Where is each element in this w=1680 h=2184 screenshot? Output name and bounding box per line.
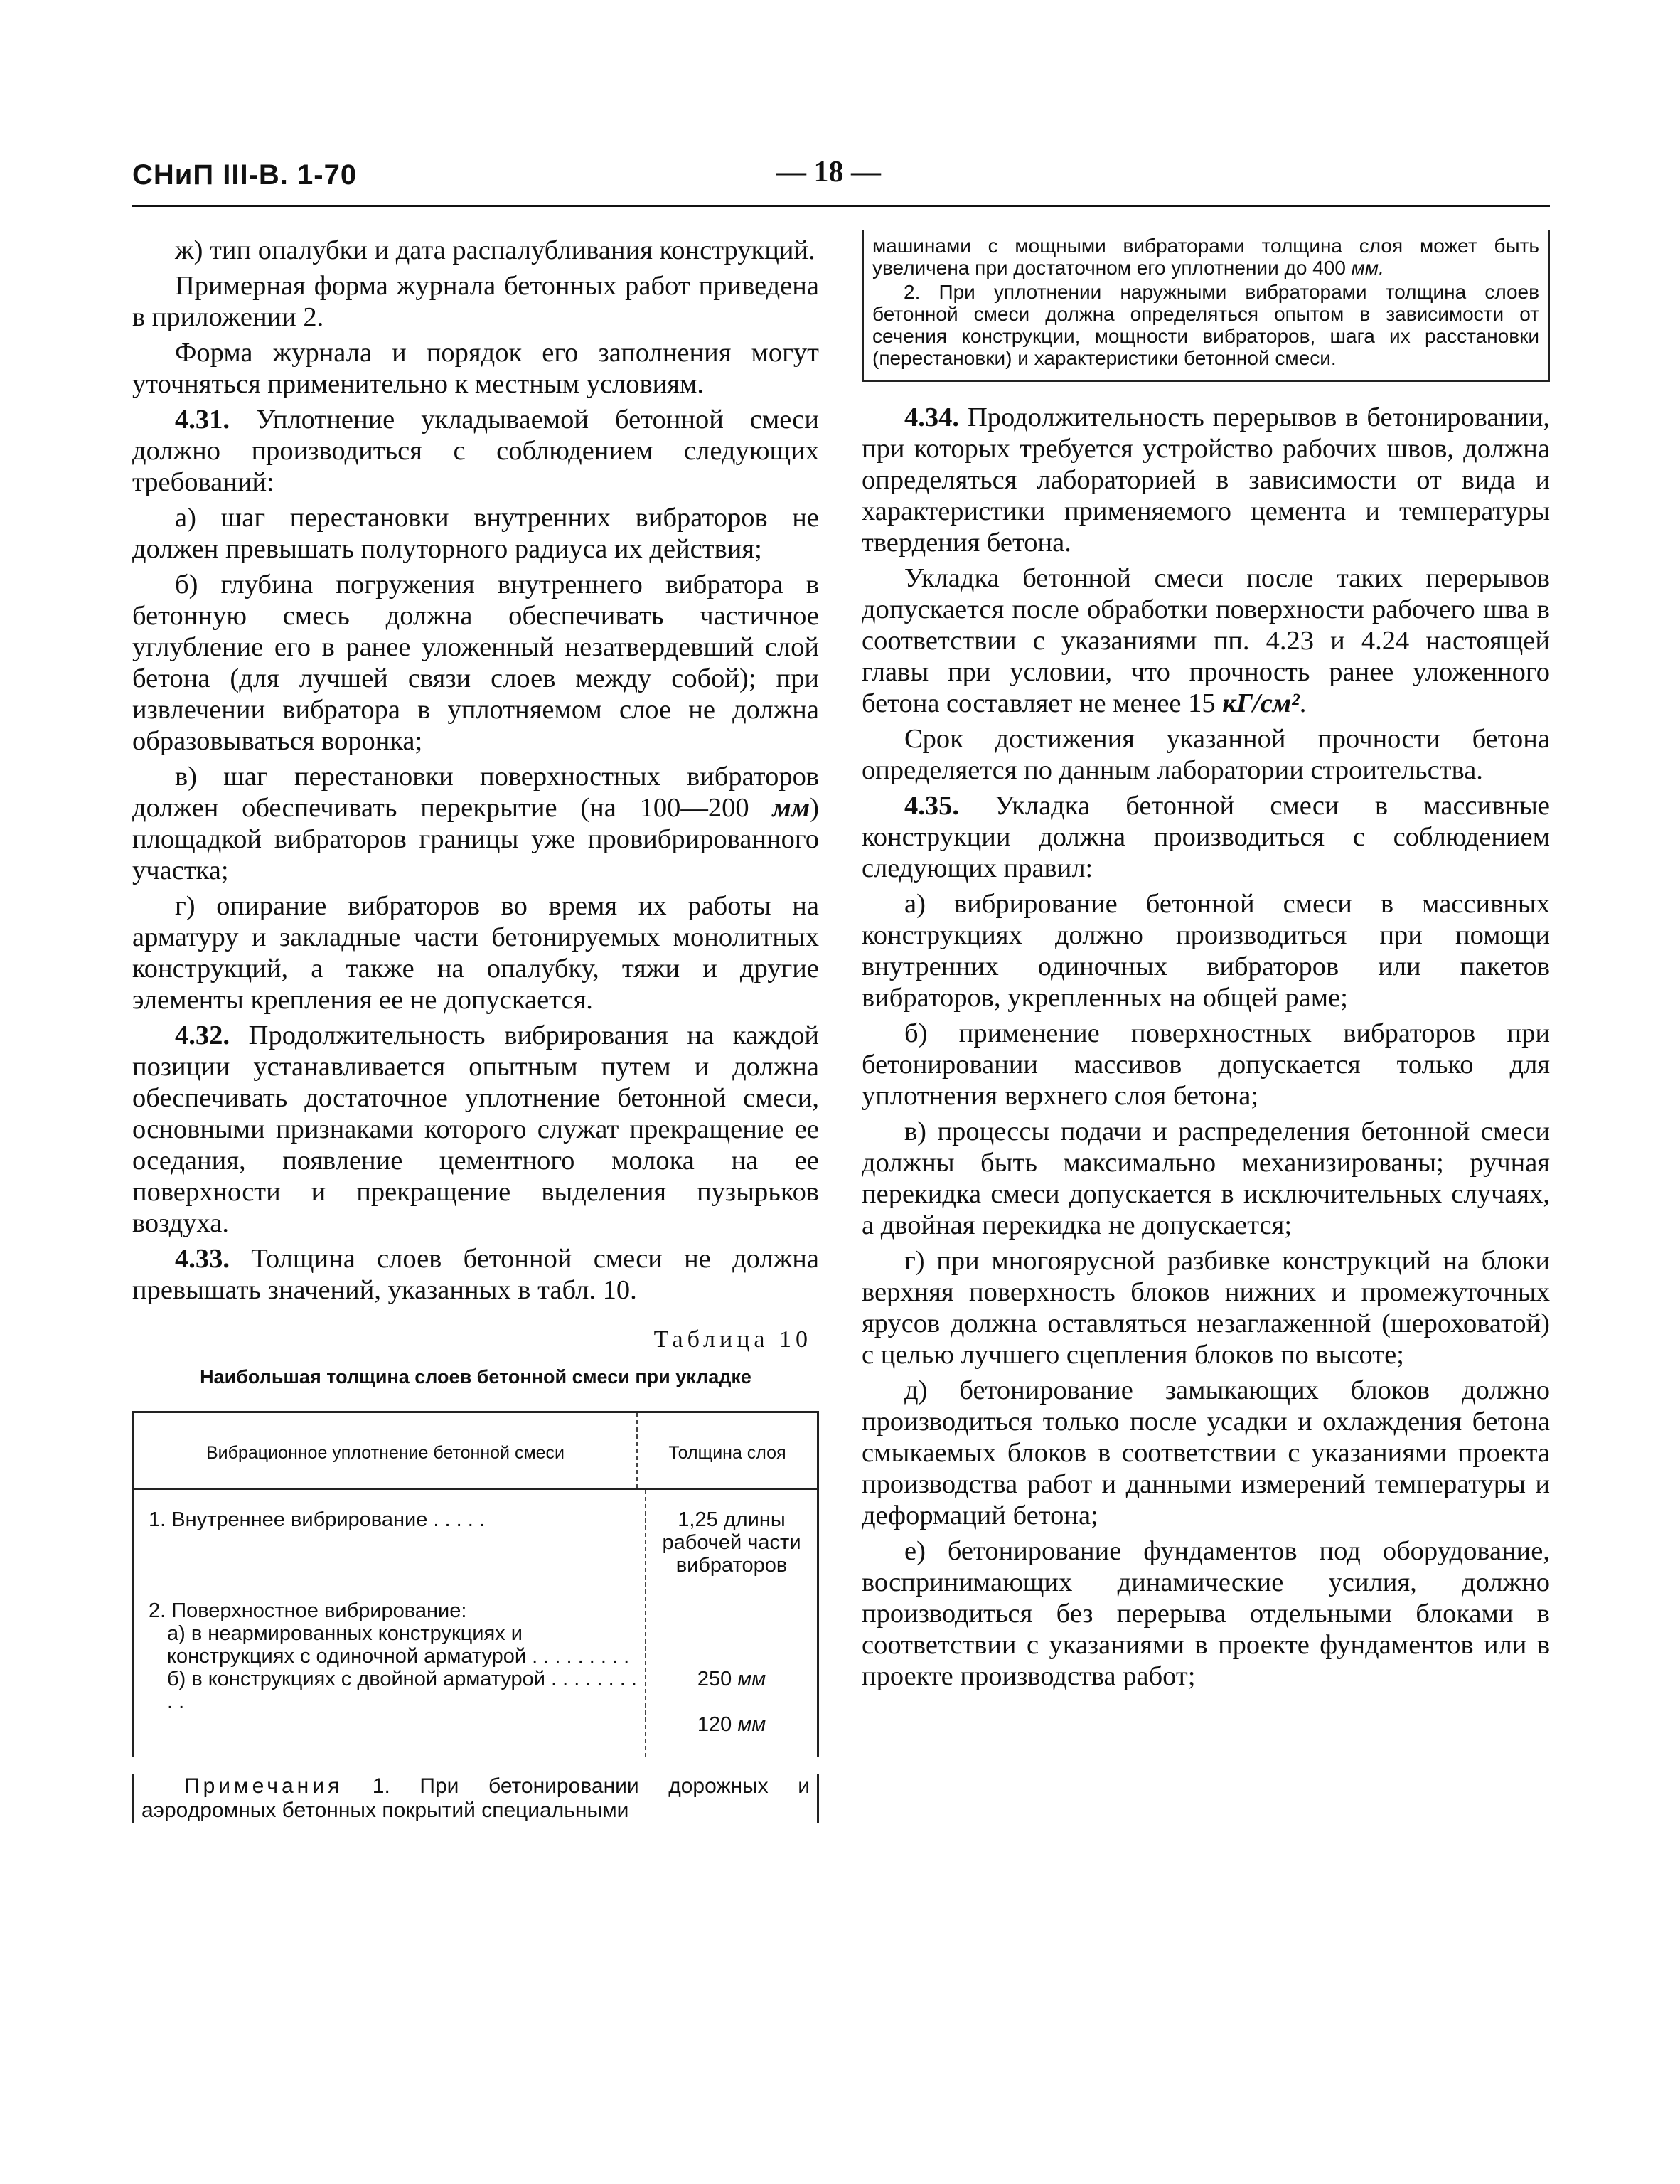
table-body [134, 1490, 817, 1757]
paragraph-end: . [1299, 688, 1307, 718]
table-cell-unreinforced: а) в неармированных конструкциях и конструкциях с одиночной арматурой . . . . . . . . . [167, 1622, 630, 1668]
table-col-thickness [646, 1490, 817, 1757]
unit-pressure: кГ/см² [1222, 688, 1300, 718]
paragraph-journal-order: Форма журнала и порядок его заполнения могут уточняться применительно к местным условиям. [132, 338, 819, 399]
table-cell-double: б) в конструкциях с двойной арматурой . . . . . . . . . . [167, 1668, 637, 1713]
paragraph-journal-form: Примерная форма журнала бетонных работ приведена в приложении 2. [132, 271, 819, 332]
paragraph-placement-after-breaks [862, 563, 1550, 719]
page-number: — 18 — [776, 156, 881, 188]
note-continuation-1 [872, 235, 1539, 279]
item-e: е) бетонирование фундаментов под оборудование, воспринимающих динамические усилия, должно производиться без перерыва отдельными блоками в соответствии с указаниями в проекте фундаментов или в проекте производства работ; [862, 1536, 1550, 1691]
table-10 [132, 1411, 819, 1757]
note-2: 2. При уплотнении наружными вибраторами толщина слоев бетонной смеси должна определяться опытом в зависимости от сечения конструкции, мощности вибраторов, шага их расстановки (перестановки) и характеристики бетонной смеси. [872, 281, 1539, 369]
table-title: Наибольшая толщина слоев бетонной смеси при укладке [200, 1366, 751, 1387]
section-number: 4.34. [904, 403, 959, 432]
item-a: а) вибрирование бетонной смеси в массивных конструкциях должно производиться при помощи внутренних одиночных вибраторов или пакетов вибраторов, укрепленных на общей раме; [862, 889, 1550, 1013]
item-v [132, 761, 819, 886]
item-a: а) шаг перестановки внутренних вибраторов не должен превышать полуторного радиуса их действия; [132, 503, 819, 564]
item-v-text-start: в) шаг перестановки поверхностных вибраторов должен обеспечивать перекрытие (на 100—200 [132, 762, 819, 823]
section-number: 4.35. [904, 791, 959, 821]
table-note-continuation [862, 230, 1550, 382]
section-text: Продолжительность перерывов в бетонировании, при которых требуется устройство рабочих швов, должна определяться лабораторией в зависимости от вида и характеристики применяемого цемента и температуры твердения бетона. [862, 403, 1550, 558]
table-value-internal: 1,25 длины рабочей части вибраторов [662, 1508, 801, 1577]
section-text: Продолжительность вибрирования на каждой позиции устанавливается опытным путем и должна обеспечивать достаточное уплотнение бетонной смеси, основными признаками которого служат прекращение ее оседания, появление цементного молока на ее поверхности и прекращение выделения пузырьков воздуха. [132, 1021, 819, 1238]
table-cell-surface: 2. Поверхностное вибрирование: [149, 1599, 467, 1622]
paragraph-zh: ж) тип опалубки и дата распалубливания конструкций. [175, 235, 815, 265]
item-b: б) применение поверхностных вибраторов при бетонировании массивов допускается только для уплотнения верхнего слоя бетона; [862, 1018, 1550, 1111]
table-header-row [134, 1413, 817, 1490]
left-column [132, 235, 819, 1823]
unit-mm: мм. [1351, 257, 1384, 279]
document-code: СНиП III-В. 1-70 [132, 159, 358, 191]
section-number: 4.31. [175, 405, 230, 435]
section-text: Уплотнение укладываемой бетонной смеси должно производиться с соблюдением следующих требований: [132, 405, 819, 497]
note-label: Примечания [184, 1774, 343, 1798]
section-4-33 [132, 1243, 819, 1306]
table-note [132, 1774, 819, 1823]
section-4-34 [862, 402, 1550, 558]
section-number: 4.32. [175, 1021, 230, 1050]
section-text: Толщина слоев бетонной смеси не должна превышать значений, указанных в табл. 10. [132, 1244, 819, 1305]
header-divider [132, 205, 1550, 207]
section-4-35 [862, 790, 1550, 884]
value-unit: мм [737, 1713, 766, 1736]
item-g: г) при многоярусной разбивке конструкций на блоки верхняя поверхность блоков нижних и промежуточных ярусов должна оставляться незаглаженной (шероховатой) с целью лучшего сцепления блоков по высоте; [862, 1246, 1550, 1370]
section-text: Укладка бетонной смеси в массивные конструкции должна производиться с соблюдением следующих правил: [862, 791, 1550, 883]
section-4-32 [132, 1020, 819, 1239]
paragraph-text: Укладка бетонной смеси после таких перерывов допускается после обработки поверхности рабочего шва в соответствии с указаниями пп. 4.23 и 4.24 настоящей главы при условии, что прочность ранее уложенного бетона составляет не менее 15 [862, 563, 1550, 718]
value-number: 250 [697, 1668, 732, 1690]
value-unit: мм [737, 1668, 766, 1690]
value-number: 120 [697, 1713, 732, 1736]
section-number: 4.33. [175, 1244, 230, 1274]
item-d: д) бетонирование замыкающих блоков должно производиться только после усадки и охлаждения бетона смыкаемых блоков в соответствии с указаниями проекта производства работ и данными измерений температуры и деформаций бетона; [862, 1375, 1550, 1530]
table-cell-internal: 1. Внутреннее вибрирование . . . . . [149, 1508, 485, 1531]
table-col-methods [134, 1490, 646, 1757]
item-v: в) процессы подачи и распределения бетонной смеси должны быть максимально механизированы; ручная перекидка смеси допускается в исключительных случаях, а двойная перекидка не допускается; [862, 1117, 1550, 1240]
table-label: Таблица 10 [653, 1326, 812, 1353]
item-b: б) глубина погружения внутреннего вибратора в бетонную смесь должна обеспечивать частичное углубление его в ранее уложенный незатвердевший слой бетона (для лучшей связи слоев между собой); при извлечении вибратора в уплотняемом слое не должна образовываться воронка; [132, 570, 819, 756]
table-header-method: Вибрационное уплотнение бетонной смеси [134, 1413, 638, 1488]
item-v-text-end: ) площадкой вибраторов границы уже провибрированного участка; [132, 793, 819, 885]
page-header [132, 155, 1550, 202]
section-4-31 [132, 404, 819, 498]
item-g: г) опирание вибраторов во время их работы на арматуру и закладные части бетонируемых монолитных конструкций, а также на опалубку, тяжи и другие элементы крепления ее не допускается. [132, 891, 819, 1015]
table-value-unreinforced [652, 1668, 811, 1690]
table-header-thickness: Толщина слоя [668, 1443, 786, 1463]
right-column [862, 235, 1550, 1696]
note-text: машинами с мощными вибраторами толщина слоя может быть увеличена при достаточном его уплотнении до 400 [872, 235, 1539, 279]
table-value-double [652, 1713, 811, 1736]
paragraph-strength-term: Срок достижения указанной прочности бетона определяется по данным лаборатории строительства. [862, 724, 1550, 785]
unit-mm: мм [772, 793, 810, 823]
note-text: 1. При бетонировании дорожных и аэродромных бетонных покрытий специальными [141, 1774, 810, 1822]
